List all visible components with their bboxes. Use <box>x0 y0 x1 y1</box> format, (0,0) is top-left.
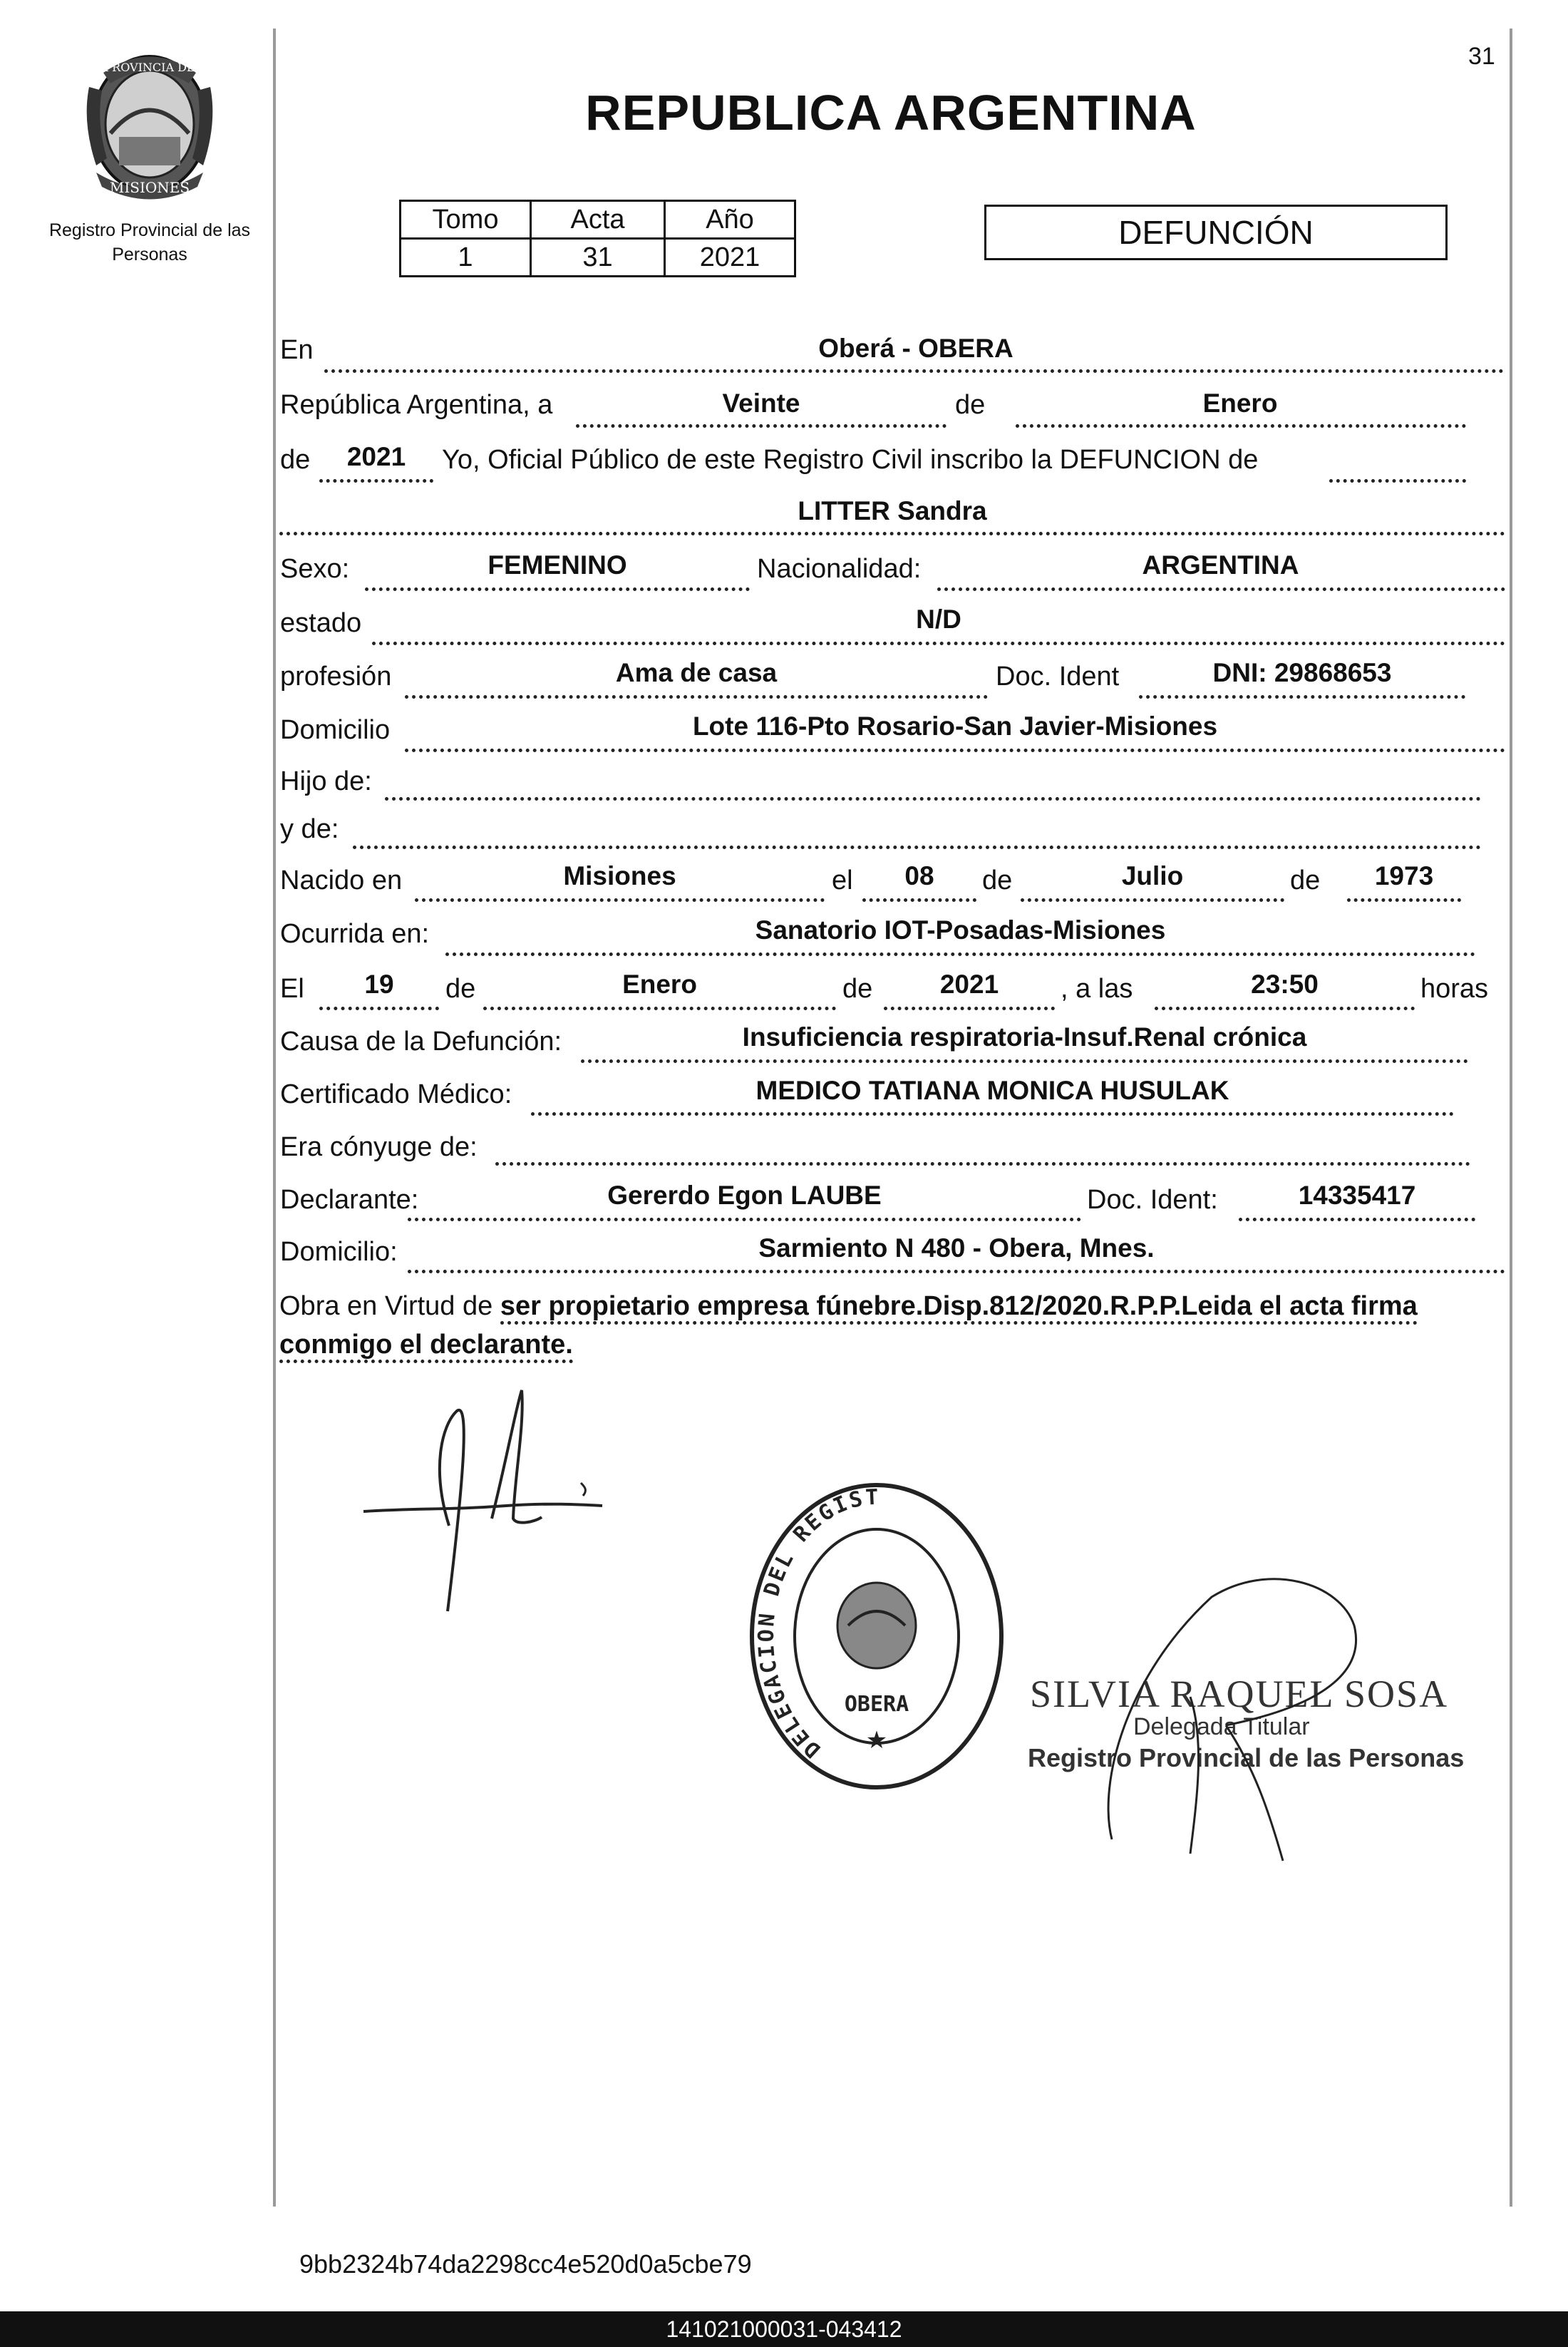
causa-line <box>581 1059 1468 1063</box>
birth-month-value: Julio <box>1121 861 1184 890</box>
hijo-de-line <box>385 797 1481 801</box>
province-crest-logo <box>75 44 225 202</box>
nacido-value: Misiones <box>563 861 676 890</box>
y-de-line <box>353 846 1481 849</box>
svg-text:MISIONES: MISIONES <box>109 179 190 196</box>
y-de-label: y de: <box>280 814 339 844</box>
official-signature <box>1083 1568 1440 1868</box>
nacido-label: Nacido en <box>280 866 403 895</box>
declarante-domicilio-value: Sarmiento N 480 - Obera, Mnes. <box>758 1233 1155 1263</box>
right-margin-line <box>1510 29 1512 2207</box>
place-line <box>324 369 1504 373</box>
registry-label: Registro Provincial de las Personas <box>48 220 251 265</box>
year-line <box>319 479 433 483</box>
hijo-de-label: Hijo de: <box>280 766 372 796</box>
doc-ident-label: Doc. Ident <box>996 662 1120 692</box>
footer-code: 141021000031-043412 <box>666 2316 902 2342</box>
declarant-signature <box>363 1383 620 1611</box>
obra-en-virtud <box>279 1287 1509 1364</box>
certificado-value: MEDICO TATIANA MONICA HUSULAK <box>755 1076 1229 1105</box>
anio-header: Año <box>665 201 795 239</box>
official-name: SILVIA RAQUEL SOSA <box>1030 1673 1449 1715</box>
month-value: Enero <box>1202 389 1278 418</box>
inscribe-text: Yo, Oficial Público de este Registro Civil inscribo la DEFUNCION de <box>442 445 1259 475</box>
doc-ident-line <box>1139 695 1465 699</box>
obra-prefix: Obra en Virtud de <box>279 1291 493 1321</box>
death-time-value: 23:50 <box>1251 970 1319 999</box>
month-line <box>1016 424 1466 428</box>
tomo-header: Tomo <box>401 201 531 239</box>
place-value: Oberá - OBERA <box>818 334 1013 363</box>
estado-value: N/D <box>916 605 961 634</box>
death-month-value: Enero <box>622 970 697 999</box>
death-day-line <box>319 1007 439 1010</box>
republica-label: República Argentina, a <box>280 390 553 420</box>
svg-text:OBERA: OBERA <box>844 1692 909 1717</box>
domicilio-label: Domicilio <box>280 715 391 745</box>
ocurrida-line <box>445 952 1475 956</box>
declarante-value: Gererdo Egon LAUBE <box>607 1181 882 1210</box>
birth-year-value: 1973 <box>1374 861 1434 890</box>
profesion-line <box>405 695 988 699</box>
day-word-value: Veinte <box>722 389 800 418</box>
document-hash: 9bb2324b74da2298cc4e520d0a5cbe79 <box>299 2249 752 2279</box>
el-label-2: El <box>280 974 304 1004</box>
footer-code-bar <box>0 2311 1568 2347</box>
official-stamp <box>733 1457 1012 1804</box>
conyuge-label: Era cónyuge de: <box>280 1132 478 1162</box>
ocurrida-value: Sanatorio IOT-Posadas-Misiones <box>755 915 1166 945</box>
de-label-5: de <box>445 974 476 1004</box>
birth-year-line <box>1347 898 1461 902</box>
nacionalidad-value: ARGENTINA <box>1142 550 1299 580</box>
death-year-line <box>884 1007 1055 1010</box>
birth-day-line <box>862 898 976 902</box>
doc-ident-value: DNI: 29868653 <box>1212 658 1392 687</box>
day-word-line <box>576 424 947 428</box>
death-month-line <box>483 1007 836 1010</box>
certificado-line <box>531 1112 1454 1116</box>
causa-label: Causa de la Defunción: <box>280 1027 562 1057</box>
de-label-3: de <box>982 866 1013 895</box>
declarante-doc-label: Doc. Ident: <box>1087 1185 1218 1215</box>
el-label: el <box>832 866 853 895</box>
declarante-domicilio-line <box>408 1270 1505 1273</box>
year-value: 2021 <box>346 442 406 471</box>
ocurrida-label: Ocurrida en: <box>280 919 430 949</box>
svg-text:PROVINCIA DE: PROVINCIA DE <box>104 61 195 74</box>
inscribe-line <box>1329 479 1466 483</box>
anio-value: 2021 <box>665 239 795 277</box>
nacionalidad-line <box>937 587 1505 591</box>
domicilio-value: Lote 116-Pto Rosario-San Javier-Misiones <box>692 712 1218 741</box>
svg-text:DELEGACION DEL REGISTRO PROVIN: DELEGACION DEL REGISTRO PROVINCIAL DE LAS PERSONAS <box>733 1457 881 1763</box>
de-label-2: de <box>280 445 311 475</box>
domicilio-line <box>405 749 1505 752</box>
certificado-label: Certificado Médico: <box>280 1079 512 1109</box>
sexo-value: FEMENINO <box>488 550 627 580</box>
page-number: 31 <box>1468 43 1495 70</box>
declarante-doc-value: 14335417 <box>1298 1181 1416 1210</box>
record-table <box>399 200 796 277</box>
svg-text:★: ★ <box>865 1726 888 1755</box>
acta-header: Acta <box>531 201 665 239</box>
record-type-box <box>984 205 1448 260</box>
left-margin-line <box>273 29 276 2207</box>
declarante-doc-line <box>1239 1218 1475 1221</box>
estado-line <box>372 642 1505 645</box>
de-label-4: de <box>1290 866 1321 895</box>
tomo-value: 1 <box>401 239 531 277</box>
sexo-line <box>365 587 750 591</box>
death-time-line <box>1155 1007 1415 1010</box>
declarante-label: Declarante: <box>280 1185 419 1215</box>
birth-month-line <box>1021 898 1284 902</box>
de-label-6: de <box>842 974 873 1004</box>
obra-text: ser propietario empresa fúnebre.Disp.812/2020.R.P.P.Leida el acta firma conmigo el declarante. <box>279 1291 1418 1363</box>
declarante-line <box>408 1218 1081 1221</box>
document-title: REPUBLICA ARGENTINA <box>585 85 1197 140</box>
death-day-value: 19 <box>364 970 394 999</box>
a-las-label: , a las <box>1061 974 1133 1004</box>
declarante-domicilio-label: Domicilio: <box>280 1237 398 1267</box>
horas-label: horas <box>1420 974 1489 1004</box>
official-role: Delegada Titular <box>1133 1713 1310 1740</box>
nacionalidad-label: Nacionalidad: <box>757 554 922 584</box>
birth-day-value: 08 <box>904 861 934 890</box>
profesion-label: profesión <box>280 662 392 692</box>
record-type: DEFUNCIÓN <box>1118 214 1314 251</box>
profesion-value: Ama de casa <box>615 658 778 687</box>
conyuge-line <box>495 1162 1470 1166</box>
sexo-label: Sexo: <box>280 554 350 584</box>
causa-value: Insuficiencia respiratoria-Insuf.Renal crónica <box>742 1022 1307 1052</box>
en-label: En <box>280 335 314 365</box>
name-line <box>279 532 1505 535</box>
acta-value: 31 <box>531 239 665 277</box>
official-office: Registro Provincial de las Personas <box>1028 1743 1465 1772</box>
estado-label: estado <box>280 608 362 638</box>
nacido-line <box>415 898 825 902</box>
deceased-name: LITTER Sandra <box>798 496 987 525</box>
de-label-1: de <box>955 390 986 420</box>
death-year-value: 2021 <box>939 970 999 999</box>
